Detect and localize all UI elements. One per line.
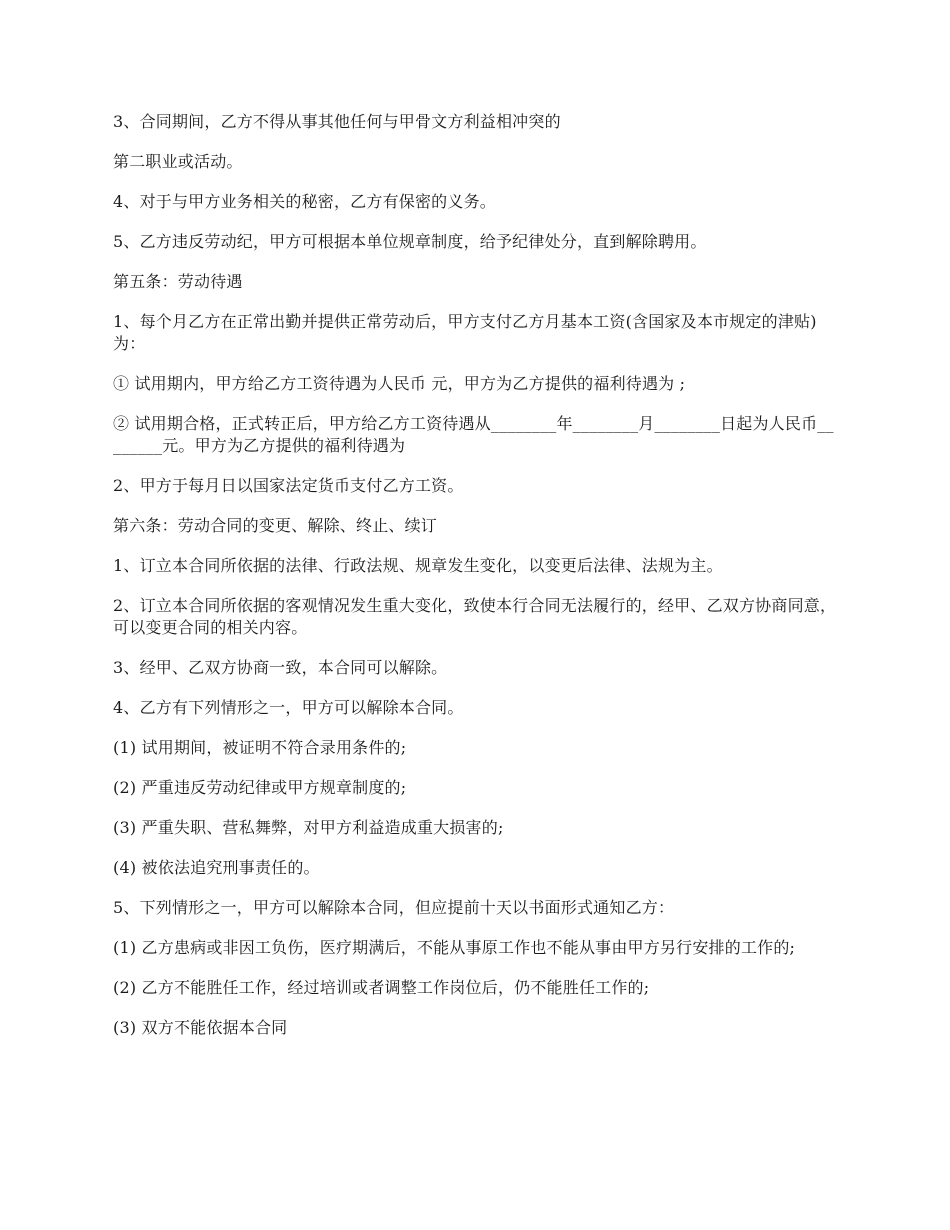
paragraph: 1、每个月乙方在正常出勤并提供正常劳动后，甲方支付乙方月基本工资(含国家及本市规定的津贴)为： [113,312,817,353]
paragraph: 2、甲方于每月日以国家法定货币支付乙方工资。 [113,476,464,495]
section-heading: 第六条：劳动合同的变更、解除、终止、续订 [113,516,438,535]
paragraph: 第二职业或活动。 [113,152,243,171]
paragraph: 5、乙方违反劳动纪，甲方可根据本单位规章制度，给予纪律处分，直到解除聘用。 [113,232,707,251]
list-item: (1) 试用期间，被证明不符合录用条件的; [113,738,407,757]
list-item: (2) 乙方不能胜任工作，经过培训或者调整工作岗位后，仍不能胜任工作的; [113,978,650,997]
document-body [113,111,837,1039]
paragraph: 3、合同期间，乙方不得从事其他任何与甲骨文方利益相冲突的 [113,112,561,131]
paragraph: ① 试用期内，甲方给乙方工资待遇为人民币 元，甲方为乙方提供的福利待遇为 ; [113,374,686,393]
paragraph: ② 试用期合格，正式转正后，甲方给乙方工资待遇从________年________月________日起为人民币________元。甲方为乙方提供的福利待遇为 [113,414,834,455]
paragraph: 4、乙方有下列情形之一，甲方可以解除本合同。 [113,698,464,717]
list-item: (3) 双方不能依据本合同 [113,1018,288,1037]
paragraph: 1、订立本合同所依据的法律、行政法规、规章发生变化，以变更后法律、法规为主。 [113,556,723,575]
paragraph: 4、对于与甲方业务相关的秘密，乙方有保密的义务。 [113,192,496,211]
paragraph: 3、经甲、乙双方协商一致，本合同可以解除。 [113,658,448,677]
paragraph: 2、订立本合同所依据的客观情况发生重大变化，致使本行合同无法履行的，经甲、乙双方协商同意，可以变更合同的相关内容。 [113,596,837,637]
paragraph: 5、下列情形之一，甲方可以解除本合同，但应提前十天以书面形式通知乙方： [113,898,675,917]
section-heading: 第五条：劳动待遇 [113,272,243,291]
list-item: (3) 严重失职、营私舞弊，对甲方利益造成重大损害的; [113,818,504,837]
list-item: (4) 被依法追究刑事责任的。 [113,858,320,877]
list-item: (2) 严重违反劳动纪律或甲方规章制度的; [113,778,407,797]
list-item: (1) 乙方患病或非因工负伤，医疗期满后，不能从事原工作也不能从事由甲方另行安排的工作的; [113,938,796,957]
